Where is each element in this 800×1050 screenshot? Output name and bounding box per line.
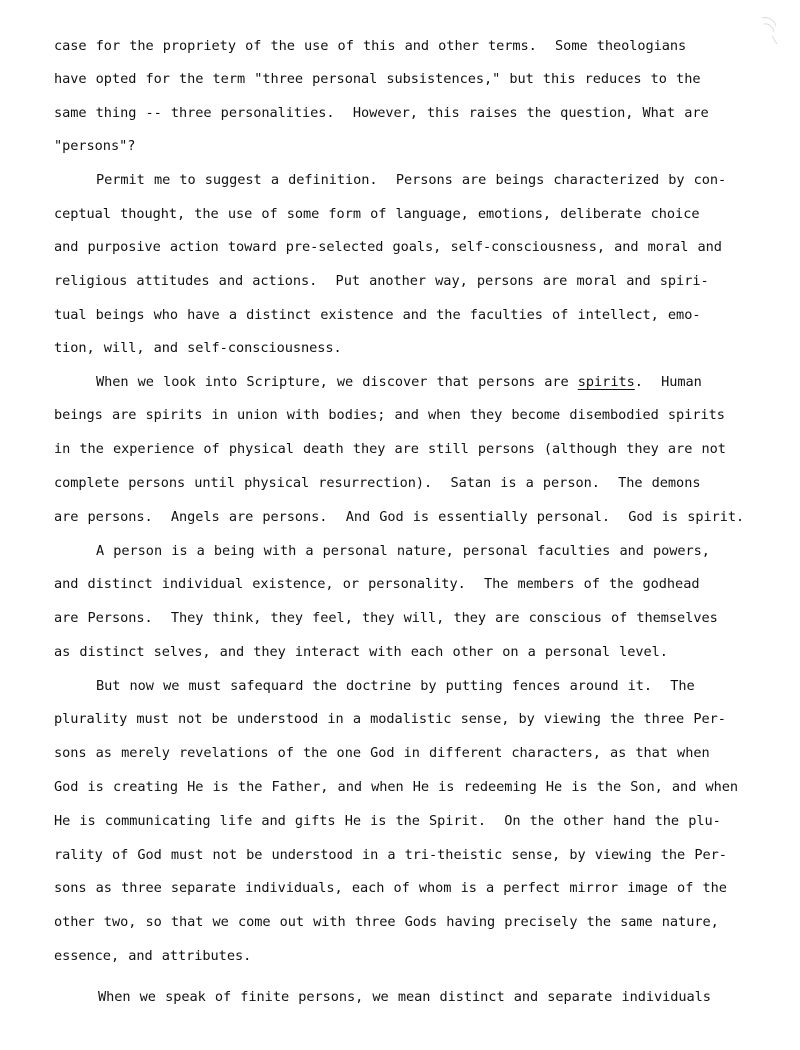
text-line: are Persons. They think, they feel, they will, they are conscious of themselves [54,610,718,626]
scan-smudge-mark [758,14,780,48]
text-line: beings are spirits in union with bodies; and when they become disembodied spirits [54,407,725,423]
text-line: have opted for the term "three personal subsistences," but this reduces to the [54,71,701,87]
text-line: and purposive action toward pre-selected goals, self-consciousness, and moral and [54,239,722,255]
text-segment: When we look into Scripture, we discover that persons are [96,374,578,390]
text-line: essence, and attributes. [54,948,252,964]
text-line: plurality must not be understood in a modalistic sense, by viewing the three Per- [54,711,726,727]
text-line: He is communicating life and gifts He is the Spirit. On the other hand the plu- [54,813,721,829]
underlined-word: spirits [577,374,635,390]
text-line: are persons. Angels are persons. And God is essentially personal. God is spirit. [54,509,745,525]
text-line: ceptual thought, the use of some form of language, emotions, deliberate choice [54,206,700,222]
text-line: in the experience of physical death they are still persons (although they are not [54,441,726,457]
text-line: sons as three separate individuals, each of whom is a perfect mirror image of the [54,880,727,896]
text-line: tual beings who have a distinct existence and the faculties of intellect, emo- [54,307,701,323]
text-line: as distinct selves, and they interact with each other on a personal level. [54,644,668,660]
text-line: tion, will, and self-consciousness. [54,340,342,356]
text-line: A person is a being with a personal nature, personal faculties and powers, [96,543,710,559]
text-line: and distinct individual existence, or personality. The members of the godhead [54,576,700,592]
text-line: case for the propriety of the use of this and other terms. Some theologians [54,38,687,54]
text-line: religious attitudes and actions. Put another way, persons are moral and spiri- [54,273,709,289]
text-segment: . Human [634,374,702,390]
text-line [96,372,702,392]
text-line: When we speak of finite persons, we mean distinct and separate individuals [98,989,711,1005]
text-line: other two, so that we come out with three Gods having precisely the same nature, [54,914,719,930]
text-line: complete persons until physical resurrection). Satan is a person. The demons [54,475,701,491]
text-line: sons as merely revelations of the one God in different characters, as that when [54,745,710,761]
text-line: "persons"? [54,138,136,154]
text-line: But now we must safequard the doctrine by putting fences around it. The [96,678,695,694]
text-line: same thing -- three personalities. However, this raises the question, What are [54,105,709,121]
text-line: rality of God must not be understood in a tri-theistic sense, by viewing the Per- [54,847,727,863]
text-line: God is creating He is the Father, and when He is redeeming He is the Son, and when [54,779,738,795]
text-line: Permit me to suggest a definition. Persons are beings characterized by con- [96,172,727,188]
